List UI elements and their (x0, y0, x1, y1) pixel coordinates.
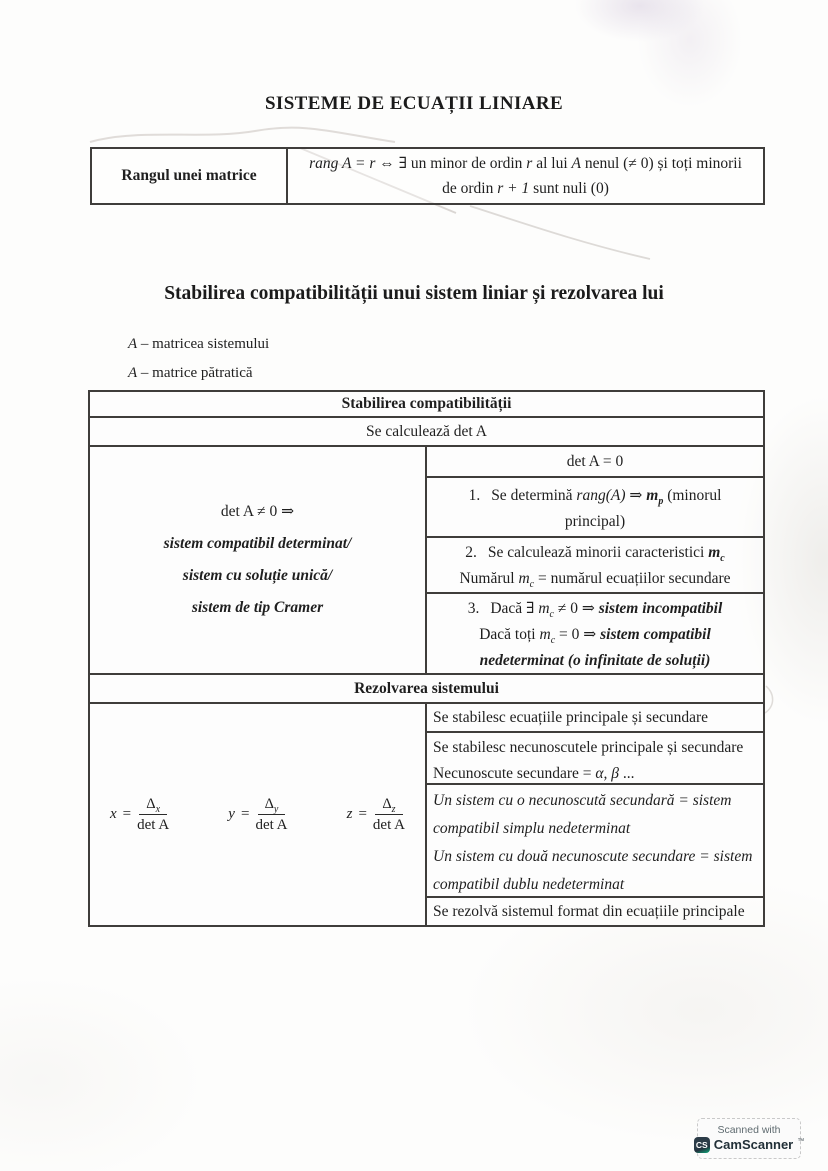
solve-step2-cell (427, 733, 763, 785)
compatibility-header: Stabilirea compatibilității (341, 395, 512, 412)
det-nonzero-line4: sistem de tip Cramer (191, 599, 324, 616)
step1-cell (427, 478, 763, 538)
solve-step4-text: Se rezolvă sistemul format din ecuațiile principale (433, 902, 745, 920)
fraction-numerator (258, 796, 286, 815)
note-matrix-system (128, 330, 269, 359)
emphasis-run: sistem compatibil (600, 626, 711, 643)
solve-steps-column (427, 704, 763, 925)
solve-step3-line1: Un sistem cu o necunoscută secundară = sistem (433, 792, 732, 809)
math-run: m (646, 487, 659, 504)
equals-sign: = (122, 806, 132, 822)
formula-lhs: x (110, 806, 117, 822)
camscanner-badge[interactable] (695, 1118, 805, 1159)
rank-definition-table (90, 147, 765, 205)
det-nonzero-line3: sistem cu soluție unică/ (182, 567, 333, 584)
formula-lhs: y (228, 806, 235, 822)
fraction (373, 796, 405, 834)
delta-symbol: Δ (382, 795, 392, 812)
subscript: x (155, 803, 161, 815)
subscript: z (391, 803, 396, 815)
text-run: sunt nuli (0) (529, 180, 609, 197)
formula-lhs: z (346, 806, 353, 822)
compatibility-table (88, 390, 765, 927)
det-zero-header-cell (427, 447, 763, 478)
cramer-formulas-cell (90, 704, 427, 925)
math-run: rang(A) (576, 487, 626, 504)
calc-det-row (90, 418, 763, 447)
section-title: Stabilirea compatibilității unui sistem liniar și rezolvarea lui (164, 283, 664, 305)
note-matrix-square (128, 359, 269, 388)
text-run: al lui (532, 155, 572, 172)
step3-line3: nedeterminat (o infinitate de soluții) (479, 652, 711, 669)
rank-table-definition-cell (288, 149, 763, 203)
solve-step2-line2 (433, 761, 763, 787)
det-nonzero-line2: sistem compatibil determinat/ (163, 535, 352, 552)
step2-line2 (427, 566, 763, 592)
text-run: Se determină (491, 487, 577, 504)
math-run: A (128, 365, 138, 381)
camscanner-logo-icon: CS (694, 1137, 710, 1153)
step2-line1 (427, 540, 763, 566)
math-run: r (526, 155, 533, 172)
equals-sign: = (240, 806, 250, 822)
solve-step3-line4: compatibil dublu nedeterminat (433, 876, 625, 893)
rank-label: Rangul unei matrice (121, 167, 257, 184)
det-zero-column (427, 447, 763, 673)
calc-det-text: Se calculează det A (366, 422, 487, 440)
text-run: de ordin (442, 180, 498, 197)
solve-step1-text: Se stabilesc ecuațiile principale și secundare (433, 708, 709, 726)
equals-sign: = (358, 806, 367, 822)
compatibility-header-row (90, 392, 763, 418)
rank-table-label-cell (92, 149, 288, 203)
fraction-denominator: det A (372, 816, 405, 833)
text-run: ⇒ (625, 487, 647, 504)
solve-header-row (90, 675, 763, 704)
delta-symbol: Δ (264, 795, 274, 812)
fraction-denominator: det A (137, 816, 170, 833)
page-title: SISTEME DE ECUAȚII LINIARE (264, 92, 564, 114)
step1-line2: principal) (564, 513, 626, 530)
step3-cell (427, 594, 763, 674)
formula-y (228, 796, 287, 834)
text-run: Dacă ∃ (490, 600, 539, 617)
step3-line2 (427, 622, 763, 648)
math-run: α, β (595, 765, 619, 782)
text-run: Dacă toți (479, 626, 540, 643)
solve-step2-line1: Se stabilesc necunoscutele principale și secundare (433, 739, 744, 756)
subscript: c (720, 553, 725, 565)
text-run: Numărul (459, 570, 519, 587)
text-run: (minorul (663, 487, 722, 504)
math-run: m (539, 626, 551, 643)
text-run: nenul (≠ 0) și toți minorii (581, 155, 742, 172)
text-run: ⇔ ∃ un minor de ordin (375, 155, 527, 172)
solve-header: Rezolvarea sistemului (354, 679, 499, 697)
math-run: m (708, 544, 721, 561)
camscanner-brand-row (694, 1137, 804, 1153)
step-number: 2. (465, 544, 477, 561)
delta-symbol: Δ (146, 795, 156, 812)
emphasis-run: sistem incompatibil (598, 600, 723, 617)
solve-step3-line2: compatibil simplu nedeterminat (433, 820, 631, 837)
math-run: r + 1 (497, 180, 530, 197)
scanned-with-label: Scanned with (717, 1124, 781, 1136)
text-run: = numărul ecuațiilor secundare (534, 570, 731, 587)
det-nonzero-cell (90, 447, 427, 673)
rank-definition-line1 (309, 151, 742, 176)
matrix-notes (128, 330, 269, 388)
subscript: y (273, 803, 279, 815)
fraction-denominator: det A (255, 816, 288, 833)
subscript: p (658, 496, 664, 508)
trademark-symbol: ™ (797, 1138, 805, 1145)
solve-step4-cell (427, 898, 763, 925)
det-zero-header: det A = 0 (566, 452, 624, 470)
solve-section (90, 704, 763, 925)
subscript: c (529, 579, 535, 591)
formula-z (347, 796, 405, 834)
camscanner-brand: CamScanner (713, 1137, 794, 1152)
text-run: ... (619, 765, 635, 782)
step2-cell (427, 538, 763, 594)
det-nonzero-line1: det A ≠ 0 ⇒ (220, 503, 295, 520)
step1-line1 (427, 483, 763, 509)
fraction-numerator (375, 796, 402, 815)
text-run: Se calculează minorii caracteristici (487, 544, 709, 561)
fraction (255, 796, 287, 834)
step3-line1 (427, 596, 763, 622)
subscript: c (549, 609, 554, 621)
text-run: Necunoscute secundare = (433, 765, 596, 782)
math-run: A (128, 336, 138, 352)
math-run: A (571, 155, 581, 172)
fraction (137, 796, 169, 834)
math-run: m (538, 600, 550, 617)
rank-definition-line2 (442, 176, 609, 201)
solve-step1-cell (427, 704, 763, 733)
text-run: ≠ 0 ⇒ (553, 600, 599, 617)
det-cases-section (90, 447, 763, 675)
fraction-numerator (139, 796, 167, 815)
text-run: – matricea sistemului (137, 336, 270, 352)
solve-step3-cell (427, 785, 763, 898)
step-number: 1. (468, 487, 481, 504)
formula-x (110, 796, 169, 834)
math-run: rang A = r (309, 155, 376, 172)
math-run: m (518, 570, 530, 587)
subscript: c (550, 635, 556, 647)
solve-step3-line3: Un sistem cu două necunoscute secundare = sistem (433, 848, 753, 865)
text-run: = 0 ⇒ (555, 626, 601, 643)
text-run: – matrice pătratică (137, 365, 253, 381)
step-number: 3. (467, 600, 480, 617)
